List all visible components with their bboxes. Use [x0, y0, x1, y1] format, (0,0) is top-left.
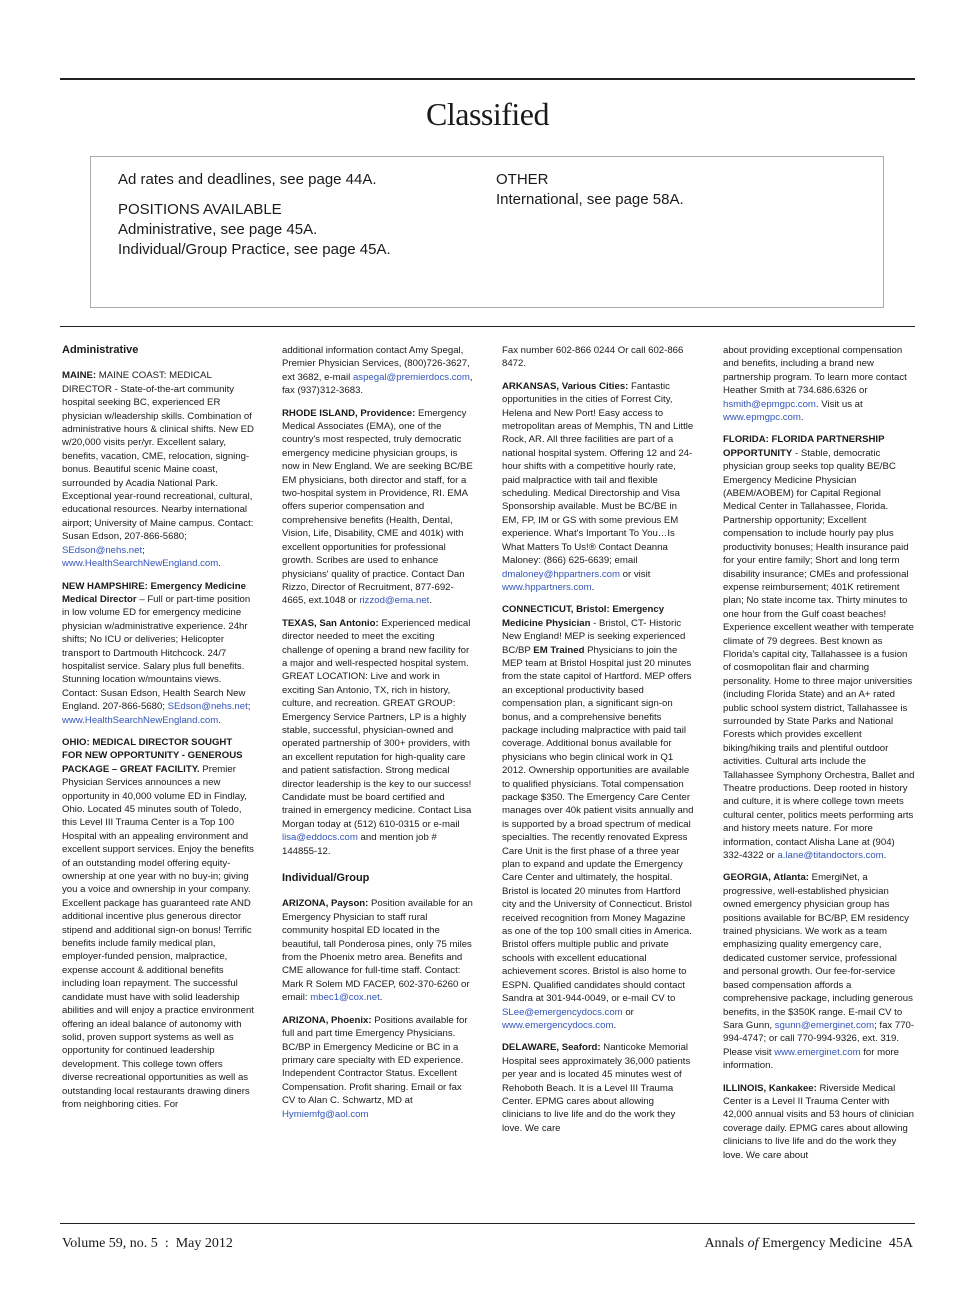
- ad-title: ARIZONA, Payson:: [282, 898, 369, 910]
- ad-maine: MAINE: MAINE COAST: MEDICAL DIRECTOR - State-of-the-art community hospital seeking BC, experienced ER physician w/leadership skills. Combination of administrative hours & clinical shifts. New ED w/20,000 visits per/yr. Excellent salary, benefits, vacation, CME, relocation, signing-bonus. Beautiful scenic Maine coast, surrounded by Acadia National Park. Exceptional year-round recreational, cultural, educational resources. Nearby international airport; University of Maine campus. Contact: Susan Edson, 207-866-5680; SEdson@nehs.net; www.HealthSearchNewEngland.com.: [62, 370, 254, 570]
- page-title: Classified: [426, 96, 549, 132]
- ad-title: FLORIDA: FLORIDA PARTNERSHIP OPPORTUNITY: [723, 434, 885, 459]
- web-link[interactable]: www.HealthSearchNewEngland.com: [62, 714, 219, 726]
- ad-new-hampshire: NEW HAMPSHIRE: Emergency Medicine Medical Director – Full or part-time position in low volume ED for emergency medicine physician w/administrative experience. 24hr shifts; No ICU or deliveries; Helicopter transport to Dartmouth Hitchcock. 24/7 hospitalist service. Salary plus full benefits. Stunning location w/mountains views. Contact: Susan Edson, Health Search New England. 207-866-5680; SEdson@nehs.net; www.HealthSearchNewEngland.com.: [62, 580, 251, 726]
- ad-title: CONNECTICUT, Bristol: Emergency Medicine Physician: [502, 604, 665, 629]
- ad-ohio: OHIO: MEDICAL DIRECTOR SOUGHT FOR NEW OPPORTUNITY - GENEROUS PACKAGE – GREAT FACILITY. Premier Physician Services announces a new opportunity in 40,000 volume ED in Findlay, Ohio. Located 45 minutes south of Toledo, this Level III Trauma Center is a Top 100 Hospital with an appealing environment and excellent support services. Enjoy the benefits of an outstanding model offering equity-ownership at one year with no buy-in; giving you a voice and ownership in your company. Excellent package has guaranteed rate AND additional incentive plus generous director stipend and additional sign-on bonus! Terrific benefits include family medical plan, employer-funded pension, malpractice, expense account & additional benefits including loan repayment. The successful candidate must have with solid leadership abilities and will enjoy a practice environment offering an ideal balance of autonomy with solid, proven support systems as well as opportunity for continued leadership development. This college town offers diverse recreational opportunities as well as outstanding local restaurants drawing diners from neighboring cities. For: [62, 736, 254, 1110]
- ad-title: ILLINOIS, Kankakee:: [723, 1082, 817, 1094]
- index-right: [496, 170, 684, 210]
- international-line: International, see page 58A.: [496, 191, 684, 208]
- web-link[interactable]: www.hppartners.com: [502, 581, 592, 593]
- email-link[interactable]: dmaloney@hppartners.com: [502, 568, 620, 580]
- ad-title: TEXAS, San Antonio:: [282, 617, 379, 629]
- column-4: [723, 344, 915, 1171]
- email-link[interactable]: a.lane@titandoctors.com: [777, 850, 884, 862]
- index-box: [90, 156, 884, 308]
- ad-arizona-payson: ARIZONA, Payson: Position available for an Emergency Physician to staff rural community hospital ED located in the beautiful, tall Ponderosa pines, only 75 miles from the Phoenix metro area. Benefits and CME allowance for full-time staff. Contact: Mark R Solem MD FACEP, 602-370-6260 or email: mbec1@cox.net.: [282, 898, 473, 1004]
- ad-title: NEW HAMPSHIRE: Emergency Medicine Medical Director: [62, 580, 246, 605]
- web-link[interactable]: www.epmgpc.com: [723, 412, 801, 424]
- positions-heading: POSITIONS AVAILABLE: [118, 201, 282, 218]
- column-1: [62, 344, 254, 1120]
- ad-title: MAINE:: [62, 370, 97, 382]
- email-link[interactable]: SEdson@nehs.net: [62, 544, 143, 556]
- rates-line: Ad rates and deadlines, see page 44A.: [118, 171, 377, 188]
- top-rule: [60, 78, 915, 80]
- web-link[interactable]: www.HealthSearchNewEngland.com: [62, 558, 219, 570]
- ad-title: RHODE ISLAND, Providence:: [282, 407, 416, 419]
- email-link[interactable]: mbec1@cox.net: [310, 992, 380, 1004]
- ad-texas: TEXAS, San Antonio: Experienced medical director needed to meet the exciting challenge of opening a brand new facility for a major and well-respected hospital system. GREAT LOCATION: Live and work in exciting San Antonio, TX, rich in history, culture, and recreation. GREAT GROUP: Emergency Service Partners, LP is a highly stable, successful, physician-owned and operated partnership of 300+ providers, with an excellent reputation for high-quality care and patient satisfaction. Strong medical director leadership is the key to our success! Candidate must be board certified and trained in emergency medicine. Contact Lisa Morgan today at (512) 610-0315 or e-mail lisa@eddocs.com and mention job # 144855-12.: [282, 617, 472, 857]
- email-link[interactable]: SLee@emergencydocs.com: [502, 1006, 623, 1018]
- ad-title: GEORGIA, Atlanta:: [723, 872, 809, 884]
- ad-connecticut: CONNECTICUT, Bristol: Emergency Medicine Physician - Bristol, CT- Historic New England! MEP is seeking experienced BC/BP EM Trained Physicians to join the MEP team at Bristol Hospital just 20 minutes from the state capitol of Hartford. MEP offers an exceptional productivity based compensation plan, a significant sign-on bonus, and a comprehensive benefits package including malpractice with paid tail coverage. Additional bonus available for physicians who begin clinical work in Q1 2012. Ownership opportunities are available to qualified physicians. Total compensation package $350. The Emergency Care Center manages over 40k patient visits annually and is supported by a broad spectrum of medical specialties. The recently renovated Express Care Unit is the first phase of a three year plan to expand and update the Emergency Care Center and ultimately, the hospital. Bristol is located 20 minutes from Hartford city and the University of Connecticut. Bristol received recognition from Money Magazine as one of the top 100 small cities in America. Bristol offers multiple public and private schools with excellent educational achievement scores. Bristol is also home to ESPN. Qualified candidates should contact Sandra at 301-944-0049, or e-mail CV to SLee@emergencydocs.com or www.emergencydocs.com.: [502, 604, 694, 1031]
- email-link[interactable]: rizzod@ema.net: [359, 595, 430, 607]
- ad-arizona-phoenix: ARIZONA, Phoenix: Positions available for full and part time Emergency Physicians. BC/BP in Emergency Medicine or BC in a primary care specialty with ED experience. Independent Contractor Status. Excellent Compensation. Profit sharing. Email or fax CV to Alan C. Schwartz, MD at Hymiemfg@aol.com: [282, 1014, 468, 1120]
- email-link[interactable]: aspegal@premierdocs.com: [352, 371, 470, 383]
- ad-title: OHIO: MEDICAL DIRECTOR SOUGHT FOR NEW OPPORTUNITY - GENEROUS PACKAGE – GREAT FACILITY.: [62, 736, 243, 775]
- footer-volume: Volume 59, no. 5 : May 2012: [62, 1236, 233, 1251]
- email-link[interactable]: hsmith@epmgpc.com: [723, 398, 816, 410]
- ad-arizona-phoenix-continued: Fax number 602-866 0244 Or call 602-866 8472.: [502, 345, 684, 370]
- admin-line: Administrative, see page 45A.: [118, 221, 318, 238]
- email-link[interactable]: SEdson@nehs.net: [167, 701, 248, 713]
- index-left: [118, 170, 391, 260]
- web-link[interactable]: www.emerginet.com: [774, 1046, 861, 1058]
- ad-delaware: DELAWARE, Seaford: Nanticoke Memorial Hospital sees approximately 36,000 patients per year and is located 45 minutes west of Rehoboth Beach. It is a Level III Trauma Center. EPMG cares about allowing clinicians to live life and do the work they love. We care: [502, 1042, 691, 1134]
- ad-florida: FLORIDA: FLORIDA PARTNERSHIP OPPORTUNITY - Stable, democratic physician group seeks top quality BE/BC Emergency Medicine Physician (ABEM/AOBEM) for Capital Regional Medical Center in Tallahassee, Florida. Partnership opportunity; Excellent compensation to include hourly pay plus productivity bonuses; Health insurance paid for your entire family; Short and long term disability insurance; CMEs and professional expense reimbursement; 401K retirement plan; No state income tax. Thirty minutes to one hour from the Gulf coast beaches! Experience excellent weather with temperate climate of 79 degrees. Best known as Florida's capital city, Tallahassee is a fusion of cosmopolitan flair and charming personality. Home to three major universities (including Florida State) and an A+ rated public school system district, Tallahassee is surrounded by State Parks and National Forests which provides excellent biking/hiking trails and plentiful outdoor activities. Cultural arts include the Tallahassee Symphony Orchestra, Ballet and Theatre productions. Deep rooted in history and culture, it is where college town meets cultural center, politics meets performing arts and history meets nature. For more information, contact Alisha Lane at (904) 332-4322 or a.lane@titandoctors.com.: [723, 434, 915, 862]
- bottom-rule: [60, 1223, 915, 1224]
- other-heading: OTHER: [496, 171, 549, 188]
- ad-delaware-continued: about providing exceptional compensation and benefits, including a brand new partnership program. To learn more contact Heather Smith at 734.686.6326 or hsmith@epmgpc.com. Visit us at www.epmgpc.com.: [723, 345, 907, 424]
- ad-title: ARKANSAS, Various Cities:: [502, 380, 629, 392]
- ad-ohio-continued: additional information contact Amy Spegal, Premier Physician Services, (800)726-3627, ext 3682, e-mail aspegal@premierdocs.com, fax (937)312-3683.: [282, 345, 473, 397]
- individual-line: Individual/Group Practice, see page 45A.: [118, 241, 391, 258]
- ad-rhode-island: RHODE ISLAND, Providence: Emergency Medical Associates (EMA), one of the country's most respected, truly democratic emergency medicine physician groups, is now in New England. We are seeking BC/BE EM physicians, both director and staff, for a two-hospital system in Providence, RI. EMA offers superior compensation and comprehensive benefits (Health, Dental, Vision, Life, Disability, CME and 401k) with excellent opportunities for professional growth. Scribes are used to enhance physicians' quality of practice. Contact Dan Rizzo, Director of Recruitment, 877-692-4665, ext.1048 or rizzod@ema.net.: [282, 407, 473, 607]
- section-heading-individual-group: Individual/Group: [282, 872, 370, 885]
- ad-illinois: ILLINOIS, Kankakee: Riverside Medical Center is a Level II Trauma Center with 42,000 annual visits and 53 hours of clinician coverage daily. EPMG cares about allowing clinicians to live life and do the work they love. We care about: [723, 1082, 914, 1161]
- footer-journal: Annals of Emergency Medicine 45A: [704, 1236, 913, 1251]
- ad-arkansas: ARKANSAS, Various Cities: Fantastic opportunities in the cities of Forrest City, Helena and New Port! Easy access to metropolitan areas of Memphis, TN and Little Rock, AR. All three facilities are part of a national hospital system. Offering 12 and 24-hour shifts with a competitive hourly rate, paid malpractice with tail and flexible scheduling. Medical Directorship and Visa Sponsorship available. Must be BC/BE in EM, FP, IM or GS with some previous EM experience. What's Important To You…Is What Matters To Us!® Contact Deanna Maloney: (866) 625-6639; email dmaloney@hppartners.com or visit www.hppartners.com.: [502, 380, 694, 593]
- web-link[interactable]: www.emergencydocs.com: [502, 1019, 614, 1031]
- ad-title: DELAWARE, Seaford:: [502, 1042, 601, 1054]
- page-number: 45A: [888, 1236, 913, 1251]
- column-2: [282, 344, 474, 1130]
- ad-georgia: GEORGIA, Atlanta: EmergiNet, a progressive, well-established physician owned emergency physician group has positions available for BC/BP, EM residency trained physicians. We work as a team emphasizing quality emergency care, dedicated customer service, professional and personal growth. Our fee-for-service based compensation affords a comprehensive package, including generous benefits, in the $350K range. E-mail CV to Sara Gunn, sgunn@emerginet.com; fax 770-994-4747; or call 770-994-9326, ext. 319. Please visit www.emerginet.com for more information.: [723, 872, 915, 1072]
- email-link[interactable]: Hymiemfg@aol.com: [282, 1108, 369, 1120]
- section-heading-administrative: Administrative: [62, 344, 139, 356]
- mid-rule: [60, 326, 915, 327]
- email-link[interactable]: lisa@eddocs.com: [282, 832, 358, 844]
- ad-title: ARIZONA, Phoenix:: [282, 1014, 372, 1026]
- column-3: [502, 344, 694, 1144]
- email-link[interactable]: sgunn@emerginet.com: [774, 1019, 875, 1031]
